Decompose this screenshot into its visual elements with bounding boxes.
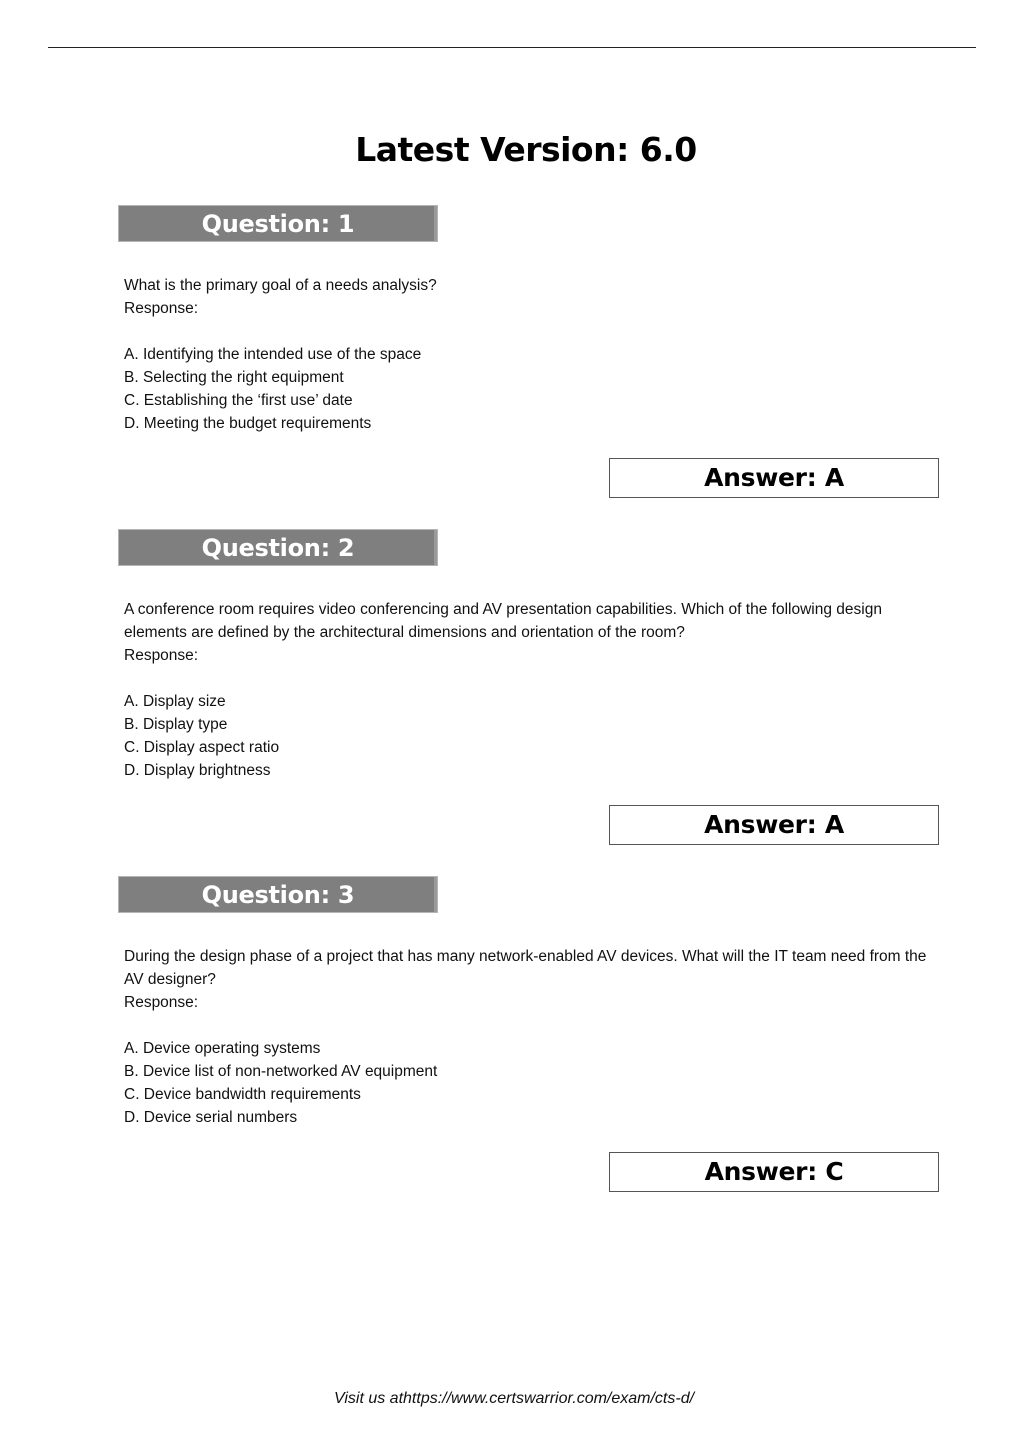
- question-2-text: A conference room requires video conferencing and AV presentation capabilities. Which of the following design elements are defined by the architectural dimensions and orientation of the room?: [124, 601, 882, 641]
- question-3-option-b: B. Device list of non-networked AV equipment: [124, 1063, 438, 1080]
- question-2-answer: Answer: A: [704, 810, 844, 839]
- question-2-header: [118, 529, 438, 566]
- question-1-header-label: Question: 1: [201, 210, 355, 238]
- question-1-option-b: B. Selecting the right equipment: [124, 369, 344, 386]
- question-2-option-c: C. Display aspect ratio: [124, 739, 280, 756]
- question-1-response-label: Response:: [124, 300, 199, 317]
- question-1-option-a: A. Identifying the intended use of the space: [124, 346, 422, 363]
- question-1-answer: Answer: A: [704, 463, 844, 492]
- question-1-option-d: D. Meeting the budget requirements: [124, 415, 372, 432]
- question-3-answer: Answer: C: [704, 1157, 844, 1186]
- question-2-response-label: Response:: [124, 647, 199, 664]
- question-3-text: During the design phase of a project that has many network-enabled AV devices. What will the IT team need from the AV designer?: [124, 948, 927, 988]
- question-1-answer-box: [609, 458, 939, 498]
- question-2-option-b: B. Display type: [124, 716, 228, 733]
- question-3-response-label: Response:: [124, 994, 199, 1011]
- question-1-body: [124, 274, 944, 435]
- question-2-body: [124, 598, 944, 782]
- question-3-body: [124, 945, 944, 1129]
- question-2-answer-box: [609, 805, 939, 845]
- footer-link-text[interactable]: Visit us athttps://www.certswarrior.com/exam/cts-d/: [333, 1390, 695, 1407]
- question-3-option-d: D. Device serial numbers: [124, 1109, 298, 1126]
- question-3-answer-box: [609, 1152, 939, 1192]
- question-1-header: [118, 205, 438, 242]
- question-2-option-d: D. Display brightness: [124, 762, 271, 779]
- question-1-option-c: C. Establishing the ‘first use’ date: [124, 392, 353, 409]
- question-2-header-label: Question: 2: [201, 534, 355, 562]
- question-3-option-a: A. Device operating systems: [124, 1040, 321, 1057]
- question-3-option-c: C. Device bandwidth requirements: [124, 1086, 361, 1103]
- question-3-header-label: Question: 3: [201, 881, 355, 909]
- question-3-header: [118, 876, 438, 913]
- page-title: Latest Version: 6.0: [355, 130, 697, 169]
- question-1-text: What is the primary goal of a needs analysis?: [124, 277, 437, 294]
- question-2-option-a: A. Display size: [124, 693, 226, 710]
- top-rule: [48, 47, 976, 48]
